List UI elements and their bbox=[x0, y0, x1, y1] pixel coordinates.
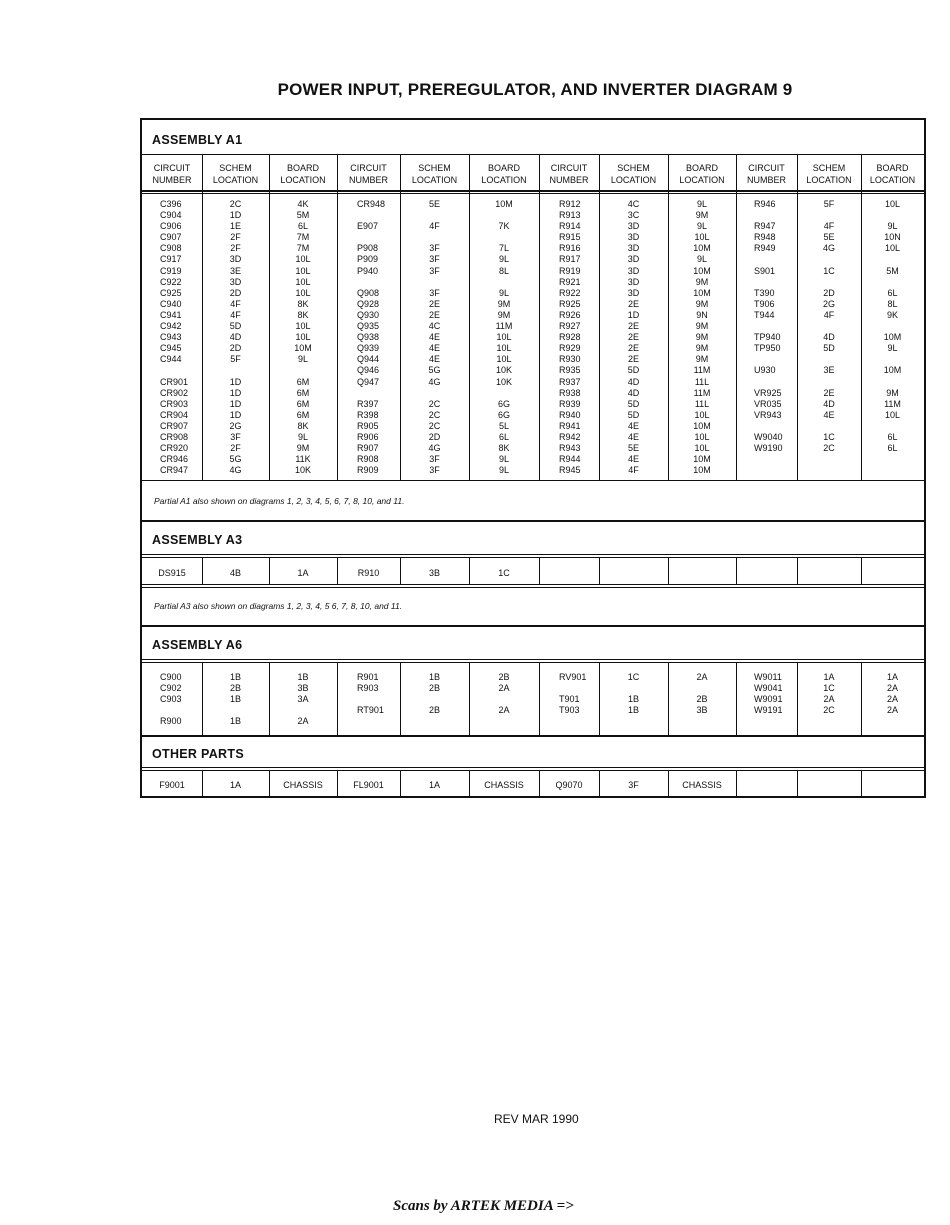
column-rule bbox=[202, 154, 203, 480]
other-cell: 1A bbox=[229, 780, 241, 790]
header-schem-location: SCHEM LOCATION bbox=[212, 163, 259, 185]
column-rule bbox=[400, 662, 401, 735]
column-rule bbox=[269, 662, 270, 735]
header-schem-location: SCHEM LOCATION bbox=[411, 163, 458, 185]
a6-board-locations: 1B 3B 3A 2A bbox=[297, 672, 309, 727]
header-board-location: BOARD LOCATION bbox=[481, 163, 527, 185]
a6-schem-locations: 1B 2B 2B bbox=[428, 672, 440, 716]
other-cell: Q9070 bbox=[555, 780, 583, 790]
divider bbox=[142, 557, 924, 558]
column-rule bbox=[861, 154, 862, 480]
divider bbox=[142, 659, 924, 660]
column-rule bbox=[668, 770, 669, 798]
header-circuit-number: CIRCUIT NUMBER bbox=[746, 163, 786, 185]
a6-circuit-numbers: W9011 W9041 W9091 W9191 bbox=[754, 672, 783, 716]
header-board-location: BOARD LOCATION bbox=[280, 163, 326, 185]
header-schem-location: SCHEM LOCATION bbox=[610, 163, 657, 185]
column-rule bbox=[736, 557, 737, 585]
column-rule bbox=[202, 557, 203, 585]
a1-circuit-numbers: R912 R913 R914 R915 R916 R917 R919 R921 R922 R925 R926 R927 R928 R929 R930 R935 R937 R938 R939 R940 R941 R942 R943 R944 R945 bbox=[559, 199, 581, 476]
column-rule bbox=[269, 557, 270, 585]
header-circuit-number: CIRCUIT NUMBER bbox=[549, 163, 589, 185]
a3-cell: 1A bbox=[297, 568, 309, 578]
a3-cell: 3B bbox=[428, 568, 440, 578]
column-rule bbox=[599, 770, 600, 798]
a1-board-locations: 10L 9L 10N 10L 5M 6L 8L 9K 10M 9L 10M 9M 11M 10L 6L 6L bbox=[883, 199, 902, 454]
a1-board-locations: 4K 5M 6L 7M 7M 10L 10L 10L 10L 8K 8K 10L 10L 10M 9L 6M 6M 6M 6M 8K 9L 9M 11K 10K bbox=[294, 199, 312, 476]
a6-schem-locations: 1B 2B 1B 1B bbox=[229, 672, 241, 727]
column-rule bbox=[736, 154, 737, 480]
other-cell: CHASSIS bbox=[484, 780, 524, 790]
assembly-a6-title: ASSEMBLY A6 bbox=[152, 638, 243, 652]
divider bbox=[142, 520, 924, 522]
column-rule bbox=[539, 662, 540, 735]
column-rule bbox=[539, 557, 540, 585]
divider bbox=[142, 770, 924, 771]
divider bbox=[142, 554, 924, 555]
column-rule bbox=[668, 557, 669, 585]
a6-board-locations: 1A 2A 2A 2A bbox=[886, 672, 898, 716]
a6-schem-locations: 1A 1C 2A 2C bbox=[823, 672, 835, 716]
a1-circuit-numbers: R946 R947 R948 R949 S901 T390 T906 T944 TP940 TP950 U930 VR925 VR035 VR943 W9040 W9190 bbox=[754, 199, 783, 454]
column-rule bbox=[797, 154, 798, 480]
column-rule bbox=[400, 770, 401, 798]
other-cell: CHASSIS bbox=[682, 780, 722, 790]
column-rule bbox=[861, 770, 862, 798]
column-rule bbox=[269, 154, 270, 480]
column-rule bbox=[269, 770, 270, 798]
a3-note: Partial A3 also shown on diagrams 1, 2, 3, 4, 5 6, 7, 8, 10, and 11. bbox=[154, 601, 403, 611]
column-rule bbox=[337, 557, 338, 585]
column-rule bbox=[797, 557, 798, 585]
a3-cell: R910 bbox=[357, 568, 380, 578]
divider bbox=[142, 190, 924, 192]
divider bbox=[142, 625, 924, 627]
column-rule bbox=[797, 662, 798, 735]
column-rule bbox=[861, 557, 862, 585]
column-rule bbox=[736, 770, 737, 798]
a3-cell: 1C bbox=[498, 568, 510, 578]
column-rule bbox=[337, 770, 338, 798]
column-rule bbox=[400, 154, 401, 480]
column-rule bbox=[202, 770, 203, 798]
column-rule bbox=[599, 662, 600, 735]
column-rule bbox=[469, 662, 470, 735]
a1-note: Partial A1 also shown on diagrams 1, 2, 3, 4, 5, 6, 7, 8, 10, and 11. bbox=[154, 496, 405, 506]
a6-circuit-numbers: R901 R903 RT901 bbox=[357, 672, 384, 716]
column-rule bbox=[797, 770, 798, 798]
a1-schem-locations: 2C 1D 1E 2F 2F 3D 3E 3D 2D 4F 4F 5D 4D 2D 5F 1D 1D 1D 1D 2G 3F 2F 5G 4G bbox=[229, 199, 242, 476]
divider bbox=[142, 154, 924, 155]
divider bbox=[142, 767, 924, 768]
a6-schem-locations: 1C 1B 1B bbox=[627, 672, 640, 716]
a6-circuit-numbers: C900 C902 C903 R900 bbox=[160, 672, 182, 727]
assembly-a1-title: ASSEMBLY A1 bbox=[152, 133, 243, 147]
column-rule bbox=[599, 154, 600, 480]
other-parts-title: OTHER PARTS bbox=[152, 747, 244, 761]
a1-circuit-numbers: CR948 E907 P908 P909 P940 Q908 Q928 Q930 Q935 Q938 Q939 Q944 Q946 Q947 R397 R398 R905 R906 R907 R908 R909 bbox=[357, 199, 386, 476]
divider bbox=[142, 735, 924, 737]
parts-location-table bbox=[140, 118, 926, 798]
column-rule bbox=[400, 557, 401, 585]
a6-board-locations: 2A 2B 3B bbox=[696, 672, 708, 716]
header-board-location: BOARD LOCATION bbox=[869, 163, 916, 185]
a1-board-locations: 9L 9M 9L 10L 10M 9L 10M 9M 10M 9M 9N 9M 9M 9M 9M 11M 11L 11M 11L 10L 10M 10L 10L 10M 10M bbox=[693, 199, 711, 476]
other-cell: 3F bbox=[628, 780, 639, 790]
other-cell: FL9001 bbox=[353, 780, 384, 790]
column-rule bbox=[337, 154, 338, 480]
column-rule bbox=[202, 662, 203, 735]
other-cell: F9001 bbox=[159, 780, 185, 790]
divider bbox=[142, 480, 924, 481]
other-cell: CHASSIS bbox=[283, 780, 323, 790]
column-rule bbox=[539, 154, 540, 480]
column-rule bbox=[337, 662, 338, 735]
header-board-location: BOARD LOCATION bbox=[679, 163, 725, 185]
revision-date: REV MAR 1990 bbox=[494, 1112, 579, 1126]
a6-circuit-numbers: RV901 T901 T903 bbox=[559, 672, 587, 716]
a1-board-locations: 10M 7K 7L 9L 8L 9L 9M 9M 11M 10L 10L 10L 10K 10K 6G 6G 5L 6L 8K 9L 9L bbox=[495, 199, 513, 476]
page-title: POWER INPUT, PREREGULATOR, AND INVERTER DIAGRAM 9 bbox=[277, 80, 793, 99]
assembly-a3-title: ASSEMBLY A3 bbox=[152, 533, 243, 547]
column-rule bbox=[736, 662, 737, 735]
scan-credit: Scans by ARTEK MEDIA => bbox=[393, 1198, 574, 1214]
divider bbox=[142, 193, 924, 194]
column-rule bbox=[861, 662, 862, 735]
column-rule bbox=[668, 662, 669, 735]
a1-schem-locations: 5E 4F 3F 3F 3F 3F 2E 2E 4C 4E 4E 4E 5G 4G 2C 2C 2C 2D 4G 3F 3F bbox=[428, 199, 441, 476]
divider bbox=[142, 587, 924, 588]
column-rule bbox=[469, 557, 470, 585]
column-rule bbox=[668, 154, 669, 480]
column-rule bbox=[469, 154, 470, 480]
a3-cell: DS915 bbox=[158, 568, 186, 578]
a1-circuit-numbers: C396 C904 C906 C907 C908 C917 C919 C922 C925 C940 C941 C942 C943 C945 C944 CR901 CR902 CR903 CR904 CR907 CR908 CR920 CR946 CR947 bbox=[160, 199, 189, 476]
a1-schem-locations: 4C 3C 3D 3D 3D 3D 3D 3D 3D 2E 1D 2E 2E 2E 2E 5D 4D 4D 5D 5D 4E 4E 5E 4E 4F bbox=[627, 199, 640, 476]
other-cell: 1A bbox=[428, 780, 440, 790]
column-rule bbox=[469, 770, 470, 798]
divider bbox=[142, 584, 924, 585]
header-circuit-number: CIRCUIT NUMBER bbox=[348, 163, 388, 185]
divider bbox=[142, 662, 924, 663]
column-rule bbox=[539, 770, 540, 798]
header-schem-location: SCHEM LOCATION bbox=[806, 163, 852, 185]
header-circuit-number: CIRCUIT NUMBER bbox=[152, 163, 192, 185]
a1-schem-locations: 5F 4F 5E 4G 1C 2D 2G 4F 4D 5D 3E 2E 4D 4E 1C 2C bbox=[822, 199, 835, 454]
a6-board-locations: 2B 2A 2A bbox=[498, 672, 510, 716]
a3-cell: 4B bbox=[229, 568, 241, 578]
column-rule bbox=[599, 557, 600, 585]
